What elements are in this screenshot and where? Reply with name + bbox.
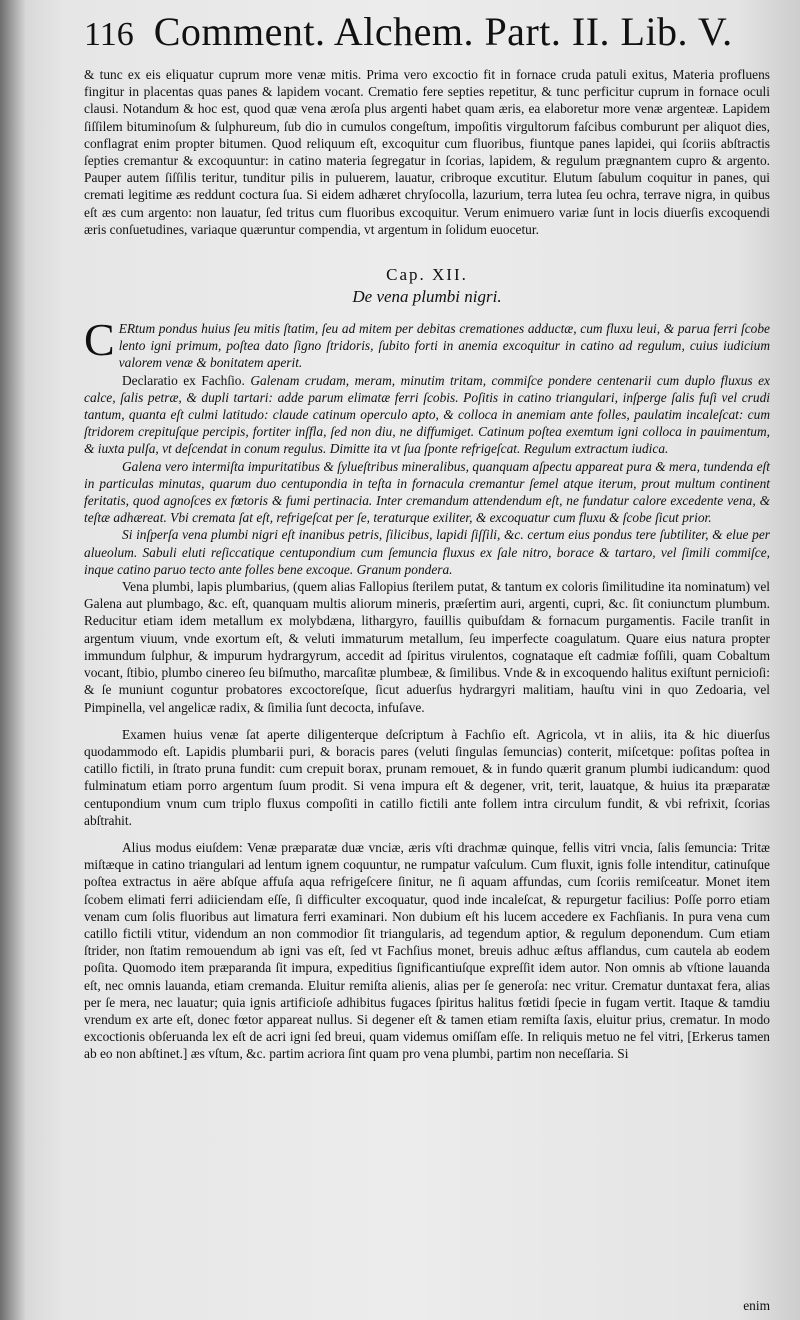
paragraph-examen: Examen huius venæ ſat aperte diligenterque deſcriptum à Fachſio eſt. Agricola, vt in aliis, ita & hic diuerſus quodammodo eſt. Lapidis plumbarii puri, & boracis pares (veluti ſingulas ſemuncias) conterit, miſcetque: poſitas poſtea in catillo fictili, in ſtrato pruna fundit: cum crepuit borax, prunam remouet, & in fundo quærit granum plumbi iudicandum: quod fulminatum etiam porro argentum ſuum prodit. Si vena impura eſt & degener, vrit, terit, lauatque, & huius ita præparatæ centupondium vnum cum triplo fluxus compoſiti in catillo fictili ante follem intra circulum fundit, & vbi refrixit, ſcorias abſtrahit.	[84, 726, 770, 828]
chapter-number: Cap. XII.	[386, 265, 468, 285]
paragraph-vena-plumbi: Vena plumbi, lapis plumbarius, (quem alias Fallopius ſterilem putat, & tantum ex coloris ſimilitudine ita nominatum) vel Galena aut plumbago, &c. eſt, quanquam multis aliorum mineris, præſertim auri, argenti, cupri, &c. ſit coniunctum plumbum. Reducitur etiam idem metallum ex molybdæna, lithargyro, fauillis quibuſdam & fornacum purgamentis. Facile tranſit in argentum viuum, vnde exortum eſt, & veluti immaturum metallum, ſeu imperfecte coagulatum. Quare eius natura propter immundum ſulphur, & impurum hydrargyrum, accedit ad ſpiritus virulentos, cognataque eſt cadmiæ foſſili, quam Cobaltum vocant, ſtibio, plumbo cinereo ſeu biſmutho, marcaſitæ plumbeæ, & ſimilibus. Vnde & in excoquendo halitus exiſtunt pernicioſi: & ſe muniunt coguntur probatores excoctoreſque, ſicut aduerſus hydrargyri malitiam, hauſtu vini in quo Zedoaria, vel Pimpinella, vel angelicæ radix, & ſimilia ſunt decocta, infuſave.	[84, 579, 770, 715]
running-head	[84, 8, 770, 66]
opening-paragraph: & tunc ex eis eliquatur cuprum more venæ mitis. Prima vero excoctio fit in fornace cruda patuli exitus, Materia profluens fingitur in placentas quas panes & lapidem vocant. Crematio fere septies repetitur, & tunc perficitur cuprum in fornace oculi clausi. Notandum & hoc est, quod quæ vena æroſa plus argenti habet quam æris, ea elaboretur more venæ argenteæ. Lapidem ſiſſilem bituminoſum & ſulphureum, ſub dio in cumulos congeſtum, impoſitis virgultorum faſcibus comburunt per aliquot dies, conflagrat enim propter bitumen. Quod reliquum eſt, excoquitur cum fluoribus, fiuntque panes lapidei, qui ſcoriis abſtractis ſepties cremantur & excoquuntur: in catino materia ſegregatur in ſcorias, lapidem, & regulum prægnantem cupro & argento. Pauper autem ſiſſilis teritur, tunditur pilis in puluerem, lauatur, cribroque excutitur. Elutum ſabulum coquitur in panes, qui cremati legitime æs reddunt coctura ſua. Si eidem adhæret chryſocolla, lazurium, terra lutea ſeu ochra, terrave nigra, in quibus eſt æs cum argento: non lauatur, ſed tritus cum fluoribus excoquitur. Verum enimuero variæ ſunt in locis diuerſis excoquendi æris conſuetudines, variaque quæruntur compendia, vt argentum in ſolidum euocetur.	[84, 67, 770, 237]
declaratio-text: Galenam crudam, meram, minutim tritam, commiſce pondere centenarii cum duplo fluxus ex calce, ſalis petræ, & dupli tartari: adde parum elimatæ ferri ſcobis. Poſitis in catino triangulari, inſperge ſalis fuſi vel crudi tantum, quanta eſt culmi latitudo: claude catinum operculo apto, & colloca in anemiam ante folles, paulatim incaleſcat: cum ſtridorem crepituſque percipis, fortiter inſfla, ſed non diu, ne diffumiget. Catinum poſtea exemtum igni colloca in pauimentum, & iuxta pulſa, vt deſcendat in conum regulus. Dimitte ita vt ſua ſponte refrigeſcat. Regulum extractum iudica.	[84, 372, 770, 457]
declaratio-lead: Declaratio ex Fachſio.	[122, 372, 251, 388]
paragraph-alius-modus: Alius modus eiuſdem: Venæ præparatæ duæ vnciæ, æris vſti drachmæ quinque, fellis vitri vncia, ſalis ſemuncia: Tritæ miſtæque in catino triangulari ad lentum ignem coquuntur, ne rumpatur vaſculum. Cum fluxit, ignis folle intenditur, catinuſque poſtea extractus in aëre abſque affuſa aqua refrigeſcere ſinitur, ne ſi aquam affundas, cum ſcoriis remiſceatur. Monet item ſcobem elimati ferri adiiciendam eſſe, ſi difficulter excoquatur, quod inde incaleſcat, & repurgetur facilius: Poſſe porro etiam venam cum ſolis fluoribus aut limatura ferri examinari. Non dubium eſt his lucem accedere ex Fachſianis. In pura vena cum catillo fictili vtitur, videndum an non commodior ſit triangularis, ad tegendum aptior, & regulum deponendum. Cum etiam ſtrider, non ſtatim remouendum ab igni vas eſt, ſed vt Fachſius monet, breuis adhuc æſtus afflandus, cum cautela ab eodem poſita. Quomodo item præparanda ſit impura, expeditius ſignificantiuſque expreſſit idem autor. Non omnis ab vſtione lauanda eſt, nec omnis lauanda, etiam cremanda. Eluitur remiſta alienis, alias per ſe generoſa: nec vritur. Crematur duntaxat fera, alias per ſe mera, nec lauatur; quia ignis artificioſe adhibitus fugaces ſpiritus halitus fœtidi ſpecie in fugam vertit. Itaque & tamdiu vrendum ex arte eſt, donec fœtor appareat nullus. Si degener eſt & tamen etiam remiſta ſaxis, eluitur prius, crematur. In modo excoctionis obſeruanda lex eſt de acri igni ſed breui, quam videmus omiſſam eſſe. In reliquis metuo ne fel vitri, [Erkerus tamen ab eo non abſtinet.] æs vſtum, &c. partim acriora ſint quam pro vena plumbi, partim non neceſſaria. Si	[84, 839, 770, 1062]
paragraph-certum	[84, 314, 770, 372]
page-number: 116	[84, 16, 134, 53]
body-text	[84, 66, 770, 1063]
drop-capital: C	[84, 314, 115, 366]
chapter-heading	[84, 264, 770, 308]
catchword: enim	[743, 1298, 770, 1313]
book-gutter-shadow	[0, 0, 26, 1320]
paragraph-galena: Galena vero intermiſta impuritatibus & ſylueſtribus mineralibus, quanquam aſpectu appareat pura & mera, tundenda eſt in particulas minutas, quarum duo centupondia in teſta in fornacula cremantur ſemel atque iterum, prout multum continent feritatis, quod agnoſces ex fœtoris & fumi pertinacia. Inter cremandum attendendum eſt, ne fundatur calore excedente vena, & teſtæ adhæreat. Vbi cremata ſat eſt, refrigeſcat per ſe, teraturque exiliter, & excoquatur cum fluxu & ſcobe ſicut prior.	[84, 458, 770, 526]
paragraph-si-insperssa: Si inſperſa vena plumbi nigri eſt inanibus petris, ſilicibus, lapidi ſiſſili, &c. certum eius pondus tere ſubtiliter, & elue per alueolum. Sabuli eluti reſiccatique centupondium cum ſemuncia fluxus ex ſale nitro, borace & tartaro, vel ſimili commiſce, inque catino paruo tecto ante folles bene excoque. Granum pondera.	[84, 527, 770, 577]
paragraph-certum-text: ERtum pondus huius ſeu mitis ſtatim, ſeu ad mitem per debitas cremationes adductæ, cum fluxu leui, & parua ferri ſcobe lento igni primum, poſtea dato ſigno ſtridoris, ſubito forti in anemia excoquitur in catino ad regulum, cuius iudicium valorem venæ & bonitatem aperit.	[118, 321, 770, 371]
running-title: Comment. Alchem. Part. II. Lib. V.	[153, 9, 733, 54]
chapter-title: De vena plumbi nigri.	[352, 287, 502, 307]
paragraph-declaratio	[84, 372, 770, 458]
